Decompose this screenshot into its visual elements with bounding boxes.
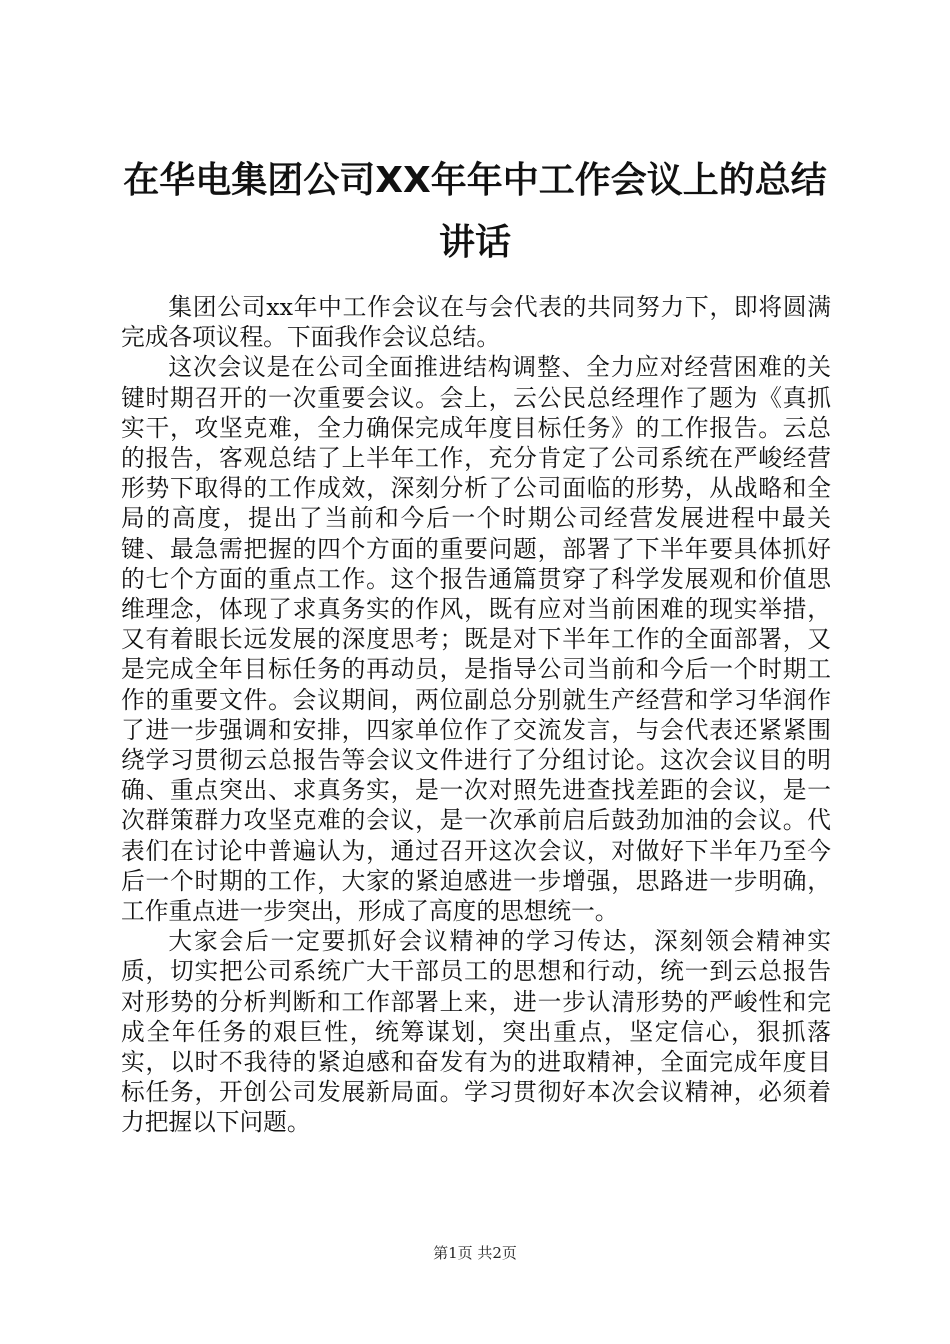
paragraph-intro: 集团公司xx年中工作会议在与会代表的共同努力下，即将圆满完成各项议程。下面我作会议总结。 [121,293,831,352]
document-title: 在华电集团公司XX年年中工作会议上的总结讲话 [123,160,827,263]
paragraph-meeting-summary: 这次会议是在公司全面推进结构调整、全力应对经营困难的关键时期召开的一次重要会议。会上，云公民总经理作了题为《真抓实干，攻坚克难，全力确保完成年度目标任务》的工作报告。云总的报告，客观总结了上半年工作，充分肯定了公司系统在严峻经营形势下取得的工作成效，深刻分析了公司面临的形势，从战略和全局的高度，提出了当前和今后一个时期公司经营发展进程中最关键、最急需把握的四个方面的重要问题，部署了下半年要具体抓好的七个方面的重点工作。这个报告通篇贯穿了科学发展观和价值思维理念，体现了求真务实的作风，既有应对当前困难的现实举措，又有着眼长远发展的深度思考；既是对下半年工作的全面部署，又是完成全年目标任务的再动员，是指导公司当前和今后一个时期工作的重要文件。会议期间，两位副总分别就生产经营和学习华润作了进一步强调和安排，四家单位作了交流发言，与会代表还紧紧围绕学习贯彻云总报告等会议文件进行了分组讨论。这次会议目的明确、重点突出、求真务实，是一次对照先进查找差距的会议，是一次群策群力攻坚克难的会议，是一次承前启后鼓劲加油的会议。代表们在讨论中普遍认为，通过召开这次会议，对做好下半年乃至今后一个时期的工作，大家的紧迫感进一步增强，思路进一步明确，工作重点进一步突出，形成了高度的思想统一。 [121,353,831,926]
paragraph-follow-up: 大家会后一定要抓好会议精神的学习传达，深刻领会精神实质，切实把公司系统广大干部员工的思想和行动，统一到云总报告对形势的分析判断和工作部署上来，进一步认清形势的严峻性和完成全年任务的艰巨性，统筹谋划，突出重点，坚定信心，狠抓落实，以时不我待的紧迫感和奋发有为的进取精神，全面完成年度目标任务，开创公司发展新局面。学习贯彻好本次会议精神，必须着力把握以下问题。 [121,927,831,1137]
page-footer: 第1页 共2页 [433,1244,517,1262]
document-body [121,292,831,1138]
